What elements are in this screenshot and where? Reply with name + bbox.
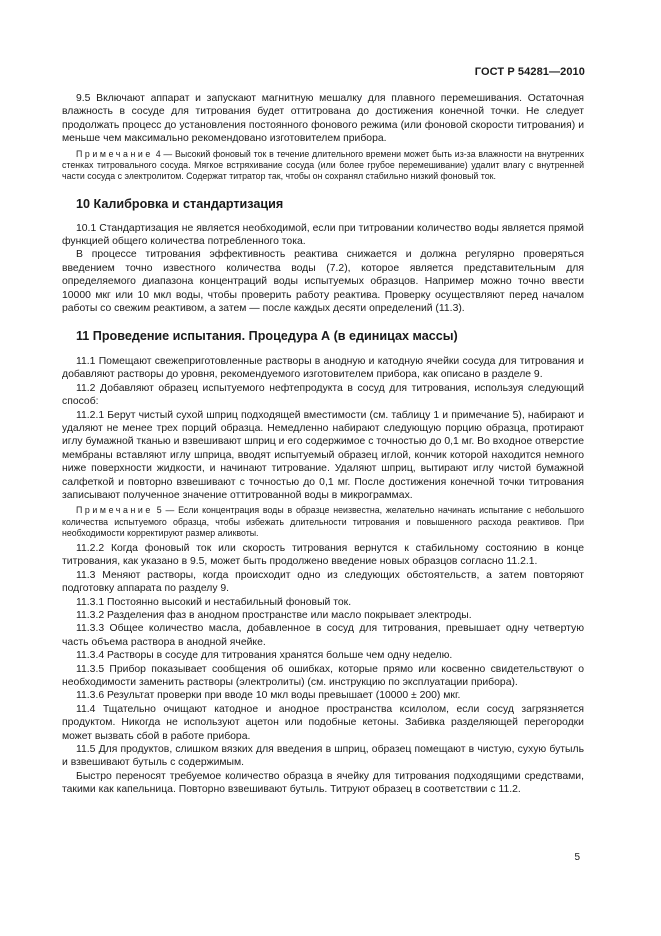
paragraph-11-2-2: 11.2.2 Когда фоновый ток или скорость титрования вернутся к стабильному состоянию в конце титрования, как указано в 9.5, может быть продолжено введение новых образцов согласно 11.2.1. <box>62 542 584 568</box>
paragraph-11-3-5: 11.3.5 Прибор показывает сообщения об ошибках, которые прямо или косвенно свидетельствуют о необходимости заменить растворы (электролиты) (см. инструкцию по эксплуатации прибора). <box>62 663 584 689</box>
page-content <box>62 92 584 797</box>
paragraph-11-3: 11.3 Меняют растворы, когда происходит одно из следующих обстоятельств, а затем повторяют подготовку аппарата по разделу 9. <box>62 569 584 595</box>
paragraph-10-1b: В процессе титрования эффективность реактива снижается и должна регулярно проверяться введением точно известного количества воды (7.2), которое является представительным для определяемого диапазона концентраций воды испытуемых образцов. Например можно точно ввести 10000 мкг или 10 мкл воды, чтобы проверить работу реактива. Проверку осуществляют перед началом работы со свежим реактивом, а затем — после каждых десяти определений (11.3). <box>62 249 584 315</box>
paragraph-11-3-2: 11.3.2 Разделения фаз в анодном пространстве или масло покрывает электроды. <box>76 610 472 621</box>
note-5-text: 5 — Если концентрация воды в образце неизвестна, желательно начинать испытание с небольшого количества испытуемого образца, чтобы избежать длительности титрования и повышенного расхода реактивов. При необходимости корректируют размер аликвоты. <box>62 505 585 538</box>
paragraph-9-5: 9.5 Включают аппарат и запускают магнитную мешалку для плавного перемешивания. Остаточная влажность в сосуде для титрования будет оттитрована до достижения конечной точки. Не следует продолжать процесс до установления постоянного фонового режима (или фоновой скорости титрования) и меньше чем максимально рекомендовано изготовителем прибора. <box>62 93 584 145</box>
note-4-text: 4 — Высокий фоновый ток в течение длительного времени может быть из-за влажности на внутренних стенках титровального сосуда. Мягкое встряхивание сосуда (или более грубое перемешивание) удалит влагу с внутренней части сосуда с электролитом. Содержат титратор так, чтобы он сохранял стабильно низкий фоновый ток. <box>62 148 584 182</box>
paragraph-11-3-6: 11.3.6 Результат проверки при вводе 10 мкл воды превышает (10000 ± 200) мкг. <box>76 690 461 702</box>
paragraph-11-3-4: 11.3.4 Растворы в сосуде для титрования хранятся больше чем одну неделю. <box>76 650 453 662</box>
paragraph-11-3-1: 11.3.1 Постоянно высокий и нестабильный фоновый ток. <box>76 596 352 608</box>
note-4 <box>62 149 584 183</box>
paragraph-11-3-3: 11.3.3 Общее количество масла, добавленное в сосуд для титрования, превышает одну четвертую часть объема раствора в анодной ячейке. <box>62 623 584 648</box>
page-number: 5 <box>574 852 580 863</box>
document-code: ГОСТ Р 54281—2010 <box>474 66 585 78</box>
paragraph-11-1: 11.1 Помещают свежеприготовленные растворы в анодную и катодную ячейки сосуда для титрования и добавляют растворы до уровня, рекомендуемого изготовителем прибора, как описано в разделе 9. <box>62 355 584 381</box>
section-10-heading: 10 Калибровка и стандартизация <box>76 197 284 212</box>
paragraph-11-5: 11.5 Для продуктов, слишком вязких для введения в шприц, образец помещают в чистую, сухую бутыль и взвешивают бутыль с содержимым. <box>62 744 584 769</box>
note-4-label: Примечание <box>76 148 153 159</box>
paragraph-11-2-1: 11.2.1 Берут чистый сухой шприц подходящей вместимости (см. таблицу 1 и примечание 5), набирают и удаляют не менее трех порций образца. Немедленно набирают следующую порцию образца, протирают иглу бумажной тканью и взвешивают шприц и его содержимое с точностью до 0,1 мг. Во входное отверстие мембраны вставляют иглу шприца, вводят испытуемый образец иглой, кончик которой находится немного ниже поверхности жидкости, и начинают титрование. Удаляют шприц, вытирают иглу чистой бумажной салфеткой и повторно взвешивают с точностью до 0,1 мг. После достижения конечной точки титрования записывают полученное значение оттитрованной воды в микрограммах. <box>62 409 584 501</box>
note-5-label: Примечание <box>76 505 153 516</box>
note-5 <box>62 505 584 539</box>
section-11-heading: 11 Проведение испытания. Процедура А (в единицах массы) <box>76 329 458 344</box>
paragraph-11-2: 11.2 Добавляют образец испытуемого нефтепродукта в сосуд для титрования, используя следующий способ: <box>62 382 584 408</box>
paragraph-10-1: 10.1 Стандартизация не является необходимой, если при титровании количество воды является прямой функцией общего количества потребленного тока. <box>62 222 584 248</box>
paragraph-11-4: 11.4 Тщательно очищают катодное и анодное пространства ксилолом, если сосуд загрязняется продуктом. Никогда не используют ацетон или подобные кетоны. Забивка разделяющей перегородки может вызвать сбой в работе прибора. <box>62 703 584 742</box>
paragraph-11-5b: Быстро переносят требуемое количество образца в ячейку для титрования подходящими средствами, такими как капельница. Повторно взвешивают бутыль. Титруют образец в соответствии с 11.2. <box>62 770 584 796</box>
